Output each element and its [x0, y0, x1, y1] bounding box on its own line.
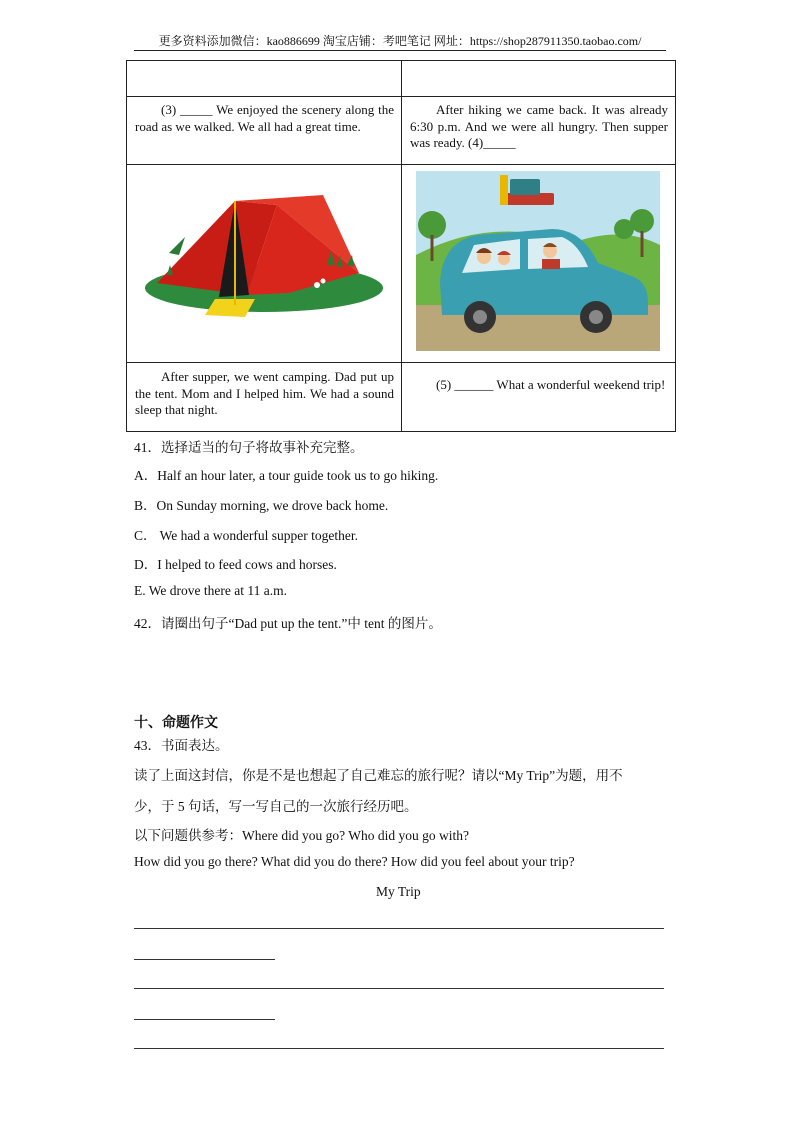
section-title: 十、命题作文 [134, 715, 218, 731]
story-text-3: (3) _____ We enjoyed the scenery along the road as we walked. We all had a great time. [135, 102, 394, 134]
story-text-5: (5) ______ What a wonderful weekend trip! [436, 377, 666, 392]
table-row [127, 363, 676, 432]
empty-cell [127, 61, 402, 97]
family-car-image [402, 165, 676, 362]
option-d: D．I helped to feed cows and horses. [134, 557, 337, 572]
story-table [126, 60, 676, 432]
question-41-stem: 41．选择适当的句子将故事补充完整。 [134, 440, 364, 455]
question-43-line1: 读了上面这封信，你是不是也想起了自己难忘的旅行呢？请以“My Trip”为题，用不 [134, 768, 623, 783]
writing-line [134, 959, 275, 960]
option-c: C． We had a wonderful supper together. [134, 528, 358, 543]
question-43-line2: 少，于 5 句话，写一写自己的一次旅行经历吧。 [134, 799, 418, 814]
table-row [127, 165, 676, 363]
table-row [127, 61, 676, 97]
option-a: A．Half an hour later, a tour guide took us to go hiking. [134, 468, 439, 483]
question-43-stem: 43．书面表达。 [134, 738, 229, 753]
question-43-line3: 以下问题供参考：Where did you go? Who did you go with? [134, 828, 469, 843]
empty-cell [402, 61, 676, 97]
car-image-cell [402, 165, 676, 363]
writing-line [134, 928, 664, 929]
option-e: E. We drove there at 11 a.m. [134, 583, 287, 598]
story-text-4: After hiking we came back. It was already 6:30 p.m. And we were all hungry. Then supper was ready. (4)_____ [410, 102, 668, 150]
essay-title: My Trip [376, 884, 421, 899]
tent-image [127, 165, 402, 362]
question-43-line4: How did you go there? What did you do there? How did you feel about your trip? [134, 854, 575, 869]
writing-line [134, 1048, 664, 1049]
story-text-camping: After supper, we went camping. Dad put up the tent. Mom and I helped him. We had a sound sleep that night. [135, 369, 394, 417]
tent-image-cell [127, 165, 402, 363]
writing-line [134, 1019, 275, 1020]
question-42-stem: 42．请圈出句子“Dad put up the tent.”中 tent 的图片。 [134, 616, 442, 631]
table-row [127, 97, 676, 165]
option-b: B．On Sunday morning, we drove back home. [134, 498, 389, 513]
page-header: 更多资料添加微信：kao886699 淘宝店铺：考吧笔记 网址：https://shop287911350.taobao.com/ [134, 32, 666, 51]
writing-line [134, 988, 664, 989]
